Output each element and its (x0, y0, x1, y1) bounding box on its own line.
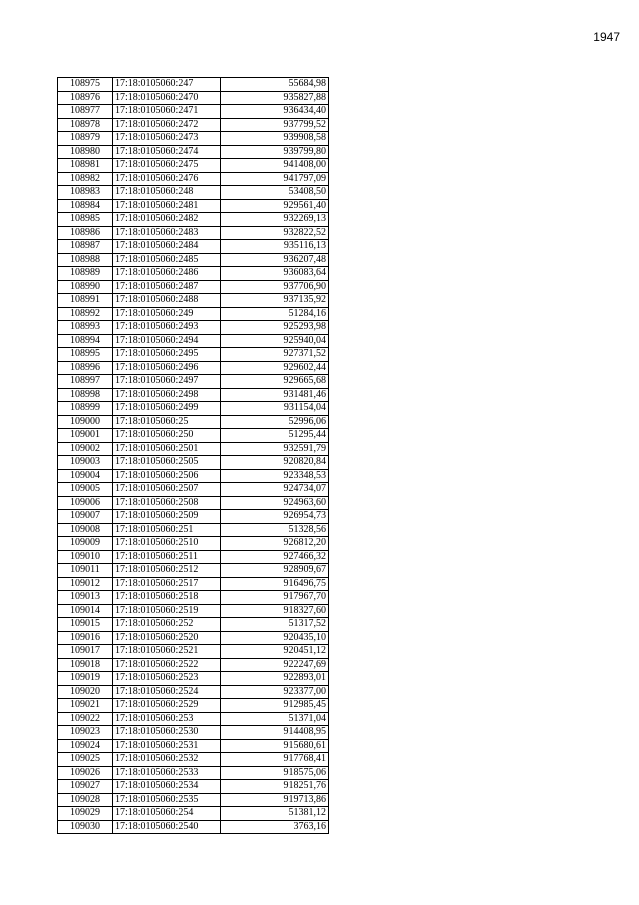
cadastral-value: 51381,12 (221, 807, 329, 821)
table-row (58, 739, 329, 753)
table-row (58, 172, 329, 186)
cadastral-number: 17:18:0105060:2473 (113, 132, 221, 146)
row-number: 109023 (58, 726, 113, 740)
row-number: 108978 (58, 118, 113, 132)
table-row (58, 402, 329, 416)
cadastral-number: 17:18:0105060:2518 (113, 591, 221, 605)
row-number: 109004 (58, 469, 113, 483)
cadastral-number: 17:18:0105060:2487 (113, 280, 221, 294)
table-row (58, 604, 329, 618)
cadastral-value: 919713,86 (221, 793, 329, 807)
row-number: 109001 (58, 429, 113, 443)
table-row (58, 388, 329, 402)
cadastral-number: 17:18:0105060:2486 (113, 267, 221, 281)
cadastral-value: 917768,41 (221, 753, 329, 767)
cadastral-value: 924734,07 (221, 483, 329, 497)
cadastral-number: 17:18:0105060:2517 (113, 577, 221, 591)
table-row (58, 753, 329, 767)
row-number: 109003 (58, 456, 113, 470)
table-row (58, 523, 329, 537)
cadastral-number: 17:18:0105060:2533 (113, 766, 221, 780)
table-row (58, 105, 329, 119)
table-row (58, 213, 329, 227)
cadastral-number: 17:18:0105060:250 (113, 429, 221, 443)
cadastral-value: 916496,75 (221, 577, 329, 591)
table-row (58, 267, 329, 281)
cadastral-value: 937799,52 (221, 118, 329, 132)
table-row (58, 145, 329, 159)
cadastral-value: 936207,48 (221, 253, 329, 267)
cadastral-value: 51317,52 (221, 618, 329, 632)
table-row (58, 375, 329, 389)
row-number: 109030 (58, 820, 113, 834)
cadastral-value: 932269,13 (221, 213, 329, 227)
cadastral-value: 55684,98 (221, 78, 329, 92)
table-row (58, 510, 329, 524)
table-row (58, 78, 329, 92)
row-number: 109005 (58, 483, 113, 497)
cadastral-number: 17:18:0105060:2522 (113, 658, 221, 672)
row-number: 109021 (58, 699, 113, 713)
cadastral-value: 917967,70 (221, 591, 329, 605)
cadastral-number: 17:18:0105060:2529 (113, 699, 221, 713)
table-row (58, 159, 329, 173)
row-number: 109025 (58, 753, 113, 767)
cadastral-value: 918327,60 (221, 604, 329, 618)
cadastral-number: 17:18:0105060:2506 (113, 469, 221, 483)
row-number: 109000 (58, 415, 113, 429)
cadastral-number: 17:18:0105060:25 (113, 415, 221, 429)
row-number: 108990 (58, 280, 113, 294)
cadastral-value: 927466,32 (221, 550, 329, 564)
table-row (58, 415, 329, 429)
cadastral-value: 927371,52 (221, 348, 329, 362)
cadastral-number: 17:18:0105060:2512 (113, 564, 221, 578)
cadastral-number: 17:18:0105060:253 (113, 712, 221, 726)
row-number: 108985 (58, 213, 113, 227)
row-number: 108982 (58, 172, 113, 186)
cadastral-value: 932822,52 (221, 226, 329, 240)
row-number: 108995 (58, 348, 113, 362)
cadastral-value: 51284,16 (221, 307, 329, 321)
row-number: 109027 (58, 780, 113, 794)
cadastral-value: 915680,61 (221, 739, 329, 753)
cadastral-value: 922893,01 (221, 672, 329, 686)
cadastral-number: 17:18:0105060:249 (113, 307, 221, 321)
table-row (58, 577, 329, 591)
cadastral-value: 920820,84 (221, 456, 329, 470)
cadastral-value: 925293,98 (221, 321, 329, 335)
table-row (58, 537, 329, 551)
cadastral-number: 17:18:0105060:2521 (113, 645, 221, 659)
row-number: 109008 (58, 523, 113, 537)
table-row (58, 672, 329, 686)
cadastral-number: 17:18:0105060:2524 (113, 685, 221, 699)
row-number: 109014 (58, 604, 113, 618)
table-row (58, 618, 329, 632)
table-row (58, 348, 329, 362)
cadastral-value: 929665,68 (221, 375, 329, 389)
table-row (58, 807, 329, 821)
cadastral-value: 920451,12 (221, 645, 329, 659)
cadastral-number: 17:18:0105060:2540 (113, 820, 221, 834)
cadastral-number: 17:18:0105060:2535 (113, 793, 221, 807)
table-row (58, 564, 329, 578)
cadastral-value: 932591,79 (221, 442, 329, 456)
row-number: 109028 (58, 793, 113, 807)
row-number: 109024 (58, 739, 113, 753)
row-number: 109020 (58, 685, 113, 699)
row-number: 108980 (58, 145, 113, 159)
table-row (58, 429, 329, 443)
cadastral-value: 923348,53 (221, 469, 329, 483)
table-row (58, 280, 329, 294)
cadastral-value: 922247,69 (221, 658, 329, 672)
cadastral-number: 17:18:0105060:2501 (113, 442, 221, 456)
cadastral-number: 17:18:0105060:2505 (113, 456, 221, 470)
cadastral-value: 935827,88 (221, 91, 329, 105)
table-row (58, 766, 329, 780)
table-row (58, 550, 329, 564)
table-row (58, 253, 329, 267)
cadastral-value: 937135,92 (221, 294, 329, 308)
cadastral-number: 17:18:0105060:2508 (113, 496, 221, 510)
cadastral-number: 17:18:0105060:2475 (113, 159, 221, 173)
cadastral-value: 935116,13 (221, 240, 329, 254)
row-number: 108992 (58, 307, 113, 321)
cadastral-number: 17:18:0105060:2496 (113, 361, 221, 375)
cadastral-number: 17:18:0105060:2531 (113, 739, 221, 753)
row-number: 108977 (58, 105, 113, 119)
cadastral-value: 941797,09 (221, 172, 329, 186)
cadastral-number: 17:18:0105060:2510 (113, 537, 221, 551)
row-number: 108997 (58, 375, 113, 389)
table-row (58, 294, 329, 308)
page-number: 1947 (593, 30, 620, 44)
table-row (58, 780, 329, 794)
row-number: 108984 (58, 199, 113, 213)
cadastral-number: 17:18:0105060:2488 (113, 294, 221, 308)
row-number: 109026 (58, 766, 113, 780)
table-row (58, 631, 329, 645)
table-row (58, 496, 329, 510)
table-row (58, 645, 329, 659)
cadastral-number: 17:18:0105060:2481 (113, 199, 221, 213)
row-number: 109029 (58, 807, 113, 821)
cadastral-value: 937706,90 (221, 280, 329, 294)
row-number: 108987 (58, 240, 113, 254)
cadastral-value: 941408,00 (221, 159, 329, 173)
cadastral-number: 17:18:0105060:254 (113, 807, 221, 821)
table-body (58, 78, 329, 834)
cadastral-number: 17:18:0105060:2534 (113, 780, 221, 794)
cadastral-value: 3763,16 (221, 820, 329, 834)
cadastral-number: 17:18:0105060:2519 (113, 604, 221, 618)
row-number: 109012 (58, 577, 113, 591)
row-number: 109022 (58, 712, 113, 726)
cadastral-value: 926812,20 (221, 537, 329, 551)
cadastral-value: 914408,95 (221, 726, 329, 740)
table-row (58, 199, 329, 213)
table-row (58, 361, 329, 375)
table-row (58, 793, 329, 807)
cadastral-value: 924963,60 (221, 496, 329, 510)
cadastral-number: 17:18:0105060:2485 (113, 253, 221, 267)
row-number: 108983 (58, 186, 113, 200)
cadastral-value: 920435,10 (221, 631, 329, 645)
cadastral-value: 926954,73 (221, 510, 329, 524)
cadastral-number: 17:18:0105060:2483 (113, 226, 221, 240)
cadastral-number: 17:18:0105060:247 (113, 78, 221, 92)
cadastral-value: 936083,64 (221, 267, 329, 281)
row-number: 109011 (58, 564, 113, 578)
row-number: 108993 (58, 321, 113, 335)
cadastral-value: 923377,00 (221, 685, 329, 699)
row-number: 109010 (58, 550, 113, 564)
cadastral-value: 918575,06 (221, 766, 329, 780)
cadastral-value-table (57, 77, 329, 834)
table-row (58, 307, 329, 321)
cadastral-number: 17:18:0105060:252 (113, 618, 221, 632)
cadastral-number: 17:18:0105060:2509 (113, 510, 221, 524)
cadastral-number: 17:18:0105060:2495 (113, 348, 221, 362)
row-number: 108976 (58, 91, 113, 105)
row-number: 109019 (58, 672, 113, 686)
table-row (58, 456, 329, 470)
cadastral-number: 17:18:0105060:2511 (113, 550, 221, 564)
cadastral-value: 931154,04 (221, 402, 329, 416)
table-row (58, 186, 329, 200)
table-row (58, 699, 329, 713)
table-row (58, 712, 329, 726)
cadastral-number: 17:18:0105060:2530 (113, 726, 221, 740)
cadastral-number: 17:18:0105060:2482 (113, 213, 221, 227)
row-number: 108996 (58, 361, 113, 375)
row-number: 108998 (58, 388, 113, 402)
row-number: 109006 (58, 496, 113, 510)
cadastral-number: 17:18:0105060:2523 (113, 672, 221, 686)
cadastral-value: 912985,45 (221, 699, 329, 713)
cadastral-value: 51295,44 (221, 429, 329, 443)
table-row (58, 132, 329, 146)
cadastral-number: 17:18:0105060:2494 (113, 334, 221, 348)
cadastral-number: 17:18:0105060:2472 (113, 118, 221, 132)
cadastral-number: 17:18:0105060:248 (113, 186, 221, 200)
table-row (58, 591, 329, 605)
table-row (58, 226, 329, 240)
row-number: 109016 (58, 631, 113, 645)
row-number: 109002 (58, 442, 113, 456)
row-number: 108979 (58, 132, 113, 146)
table-row (58, 334, 329, 348)
cadastral-number: 17:18:0105060:251 (113, 523, 221, 537)
row-number: 109013 (58, 591, 113, 605)
cadastral-value: 51371,04 (221, 712, 329, 726)
cadastral-number: 17:18:0105060:2476 (113, 172, 221, 186)
cadastral-value: 52996,06 (221, 415, 329, 429)
cadastral-value: 929602,44 (221, 361, 329, 375)
cadastral-value: 51328,56 (221, 523, 329, 537)
cadastral-value: 925940,04 (221, 334, 329, 348)
table-row (58, 442, 329, 456)
table-row (58, 685, 329, 699)
row-number: 108999 (58, 402, 113, 416)
row-number: 108991 (58, 294, 113, 308)
cadastral-number: 17:18:0105060:2507 (113, 483, 221, 497)
cadastral-value: 53408,50 (221, 186, 329, 200)
row-number: 109017 (58, 645, 113, 659)
row-number: 108986 (58, 226, 113, 240)
table-row (58, 726, 329, 740)
cadastral-value: 939799,80 (221, 145, 329, 159)
table-row (58, 469, 329, 483)
table-row (58, 483, 329, 497)
cadastral-number: 17:18:0105060:2471 (113, 105, 221, 119)
row-number: 109009 (58, 537, 113, 551)
row-number: 109007 (58, 510, 113, 524)
cadastral-number: 17:18:0105060:2484 (113, 240, 221, 254)
cadastral-number: 17:18:0105060:2493 (113, 321, 221, 335)
table-row (58, 820, 329, 834)
cadastral-number: 17:18:0105060:2474 (113, 145, 221, 159)
cadastral-number: 17:18:0105060:2497 (113, 375, 221, 389)
cadastral-number: 17:18:0105060:2498 (113, 388, 221, 402)
cadastral-number: 17:18:0105060:2470 (113, 91, 221, 105)
table-row (58, 658, 329, 672)
cadastral-value: 936434,40 (221, 105, 329, 119)
cadastral-value: 939908,58 (221, 132, 329, 146)
cadastral-value: 928909,67 (221, 564, 329, 578)
table-row (58, 91, 329, 105)
row-number: 108989 (58, 267, 113, 281)
cadastral-value: 918251,76 (221, 780, 329, 794)
row-number: 109018 (58, 658, 113, 672)
cadastral-number: 17:18:0105060:2520 (113, 631, 221, 645)
row-number: 108994 (58, 334, 113, 348)
cadastral-number: 17:18:0105060:2532 (113, 753, 221, 767)
row-number: 108988 (58, 253, 113, 267)
row-number: 108975 (58, 78, 113, 92)
cadastral-value: 931481,46 (221, 388, 329, 402)
row-number: 109015 (58, 618, 113, 632)
cadastral-number: 17:18:0105060:2499 (113, 402, 221, 416)
table-row (58, 321, 329, 335)
row-number: 108981 (58, 159, 113, 173)
table-row (58, 240, 329, 254)
table-row (58, 118, 329, 132)
cadastral-value: 929561,40 (221, 199, 329, 213)
